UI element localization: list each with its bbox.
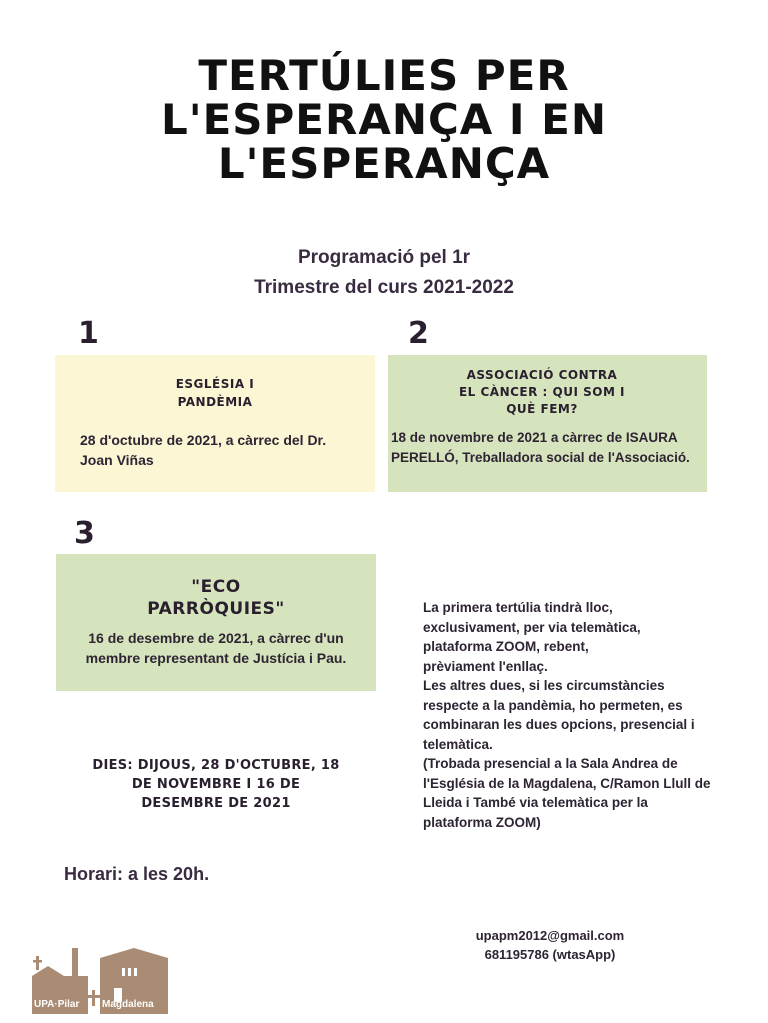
session-2-title: [388, 367, 706, 418]
title-line-2: L'ESPERANÇA I EN: [160, 95, 608, 144]
contact-email[interactable]: upapm2012@gmail.com: [475, 928, 625, 943]
session-2-text-line-1: 18 de novembre de 2021 a càrrec de ISAURA: [391, 430, 678, 445]
dates-line-3: DESEMBRE DE 2021: [141, 796, 291, 811]
session-2-title-line-3: QUÈ FEM?: [506, 402, 578, 416]
attendance-info: [423, 598, 753, 832]
session-3-description: [56, 628, 376, 668]
info-line: Lleida i També via telemàtica per la: [423, 795, 648, 810]
session-3-title-line-1: "ECO: [191, 577, 241, 597]
info-line: combinaran les dues opcions, presencial i: [423, 717, 695, 732]
poster-title: [0, 51, 768, 188]
info-line: exclusivament, per via telemàtica,: [423, 619, 641, 635]
session-1-description: [80, 430, 370, 470]
schedule-time: Horari: a les 20h.: [64, 864, 210, 884]
session-3-title: [56, 576, 376, 620]
dates-line-1: DIES: DIJOUS, 28 D'OCTUBRE, 18: [92, 758, 340, 773]
info-line: telemàtica.: [423, 736, 493, 752]
info-line: prèviament l'enllaç.: [423, 658, 548, 674]
info-line: l'Església de la Magdalena, C/Ramon Llull de: [423, 775, 711, 791]
subtitle-line-2: Trimestre del curs 2021-2022: [254, 277, 514, 298]
info-line: (Trobada presencial a la Sala Andrea de: [423, 756, 678, 771]
contact-info: [440, 926, 660, 964]
info-line: respecte a la pandèmia, ho permeten, es: [423, 697, 683, 713]
session-1-title: [55, 375, 375, 411]
contact-phone[interactable]: 681195786 (wtasApp): [484, 947, 616, 962]
session-1-text-line-1: 28 d'octubre de 2021, a càrrec del Dr.: [80, 432, 327, 448]
upa-logo: [28, 944, 170, 1014]
program-subtitle: [0, 243, 768, 303]
logo-text-left: UPA·Pilar: [34, 999, 80, 1010]
session-2-title-line-1: ASSOCIACIÓ CONTRA: [466, 368, 618, 382]
session-2-number: 2: [408, 316, 429, 351]
info-line: La primera tertúlia tindrà lloc,: [423, 600, 613, 615]
session-1-title-line-1: ESGLÉSIA I: [175, 377, 255, 391]
info-line: plataforma ZOOM): [423, 814, 541, 830]
session-2-description: [391, 428, 707, 468]
title-line-1: TERTÚLIES PER: [198, 51, 570, 100]
session-3-text-line-2: membre representant de Justícia i Pau.: [85, 650, 347, 666]
session-2-text-line-2: PERELLÓ, Treballadora social de l'Associació.: [391, 450, 690, 465]
session-3-number: 3: [74, 516, 95, 551]
session-3-text-line-1: 16 de desembre de 2021, a càrrec d'un: [88, 630, 344, 646]
logo-text-right: Magdalena: [102, 999, 154, 1010]
session-2-card: [388, 355, 707, 492]
dates-line-2: DE NOVEMBRE I 16 DE: [131, 777, 301, 792]
session-3-card: [56, 554, 376, 691]
session-1-number: 1: [78, 316, 99, 351]
subtitle-line-1: Programació pel 1r: [297, 247, 471, 268]
session-1-title-line-2: PANDÈMIA: [177, 395, 253, 409]
session-2-title-line-2: EL CÀNCER : QUI SOM I: [458, 385, 626, 399]
session-1-text-line-2: Joan Viñas: [80, 452, 154, 468]
info-line: plataforma ZOOM, rebent,: [423, 639, 589, 654]
session-1-card: [55, 355, 375, 492]
title-line-3: L'ESPERANÇA: [217, 139, 551, 188]
info-line: Les altres dues, si les circumstàncies: [423, 678, 665, 693]
session-3-title-line-2: PARRÒQUIES": [147, 599, 285, 619]
session-dates: [56, 756, 376, 813]
